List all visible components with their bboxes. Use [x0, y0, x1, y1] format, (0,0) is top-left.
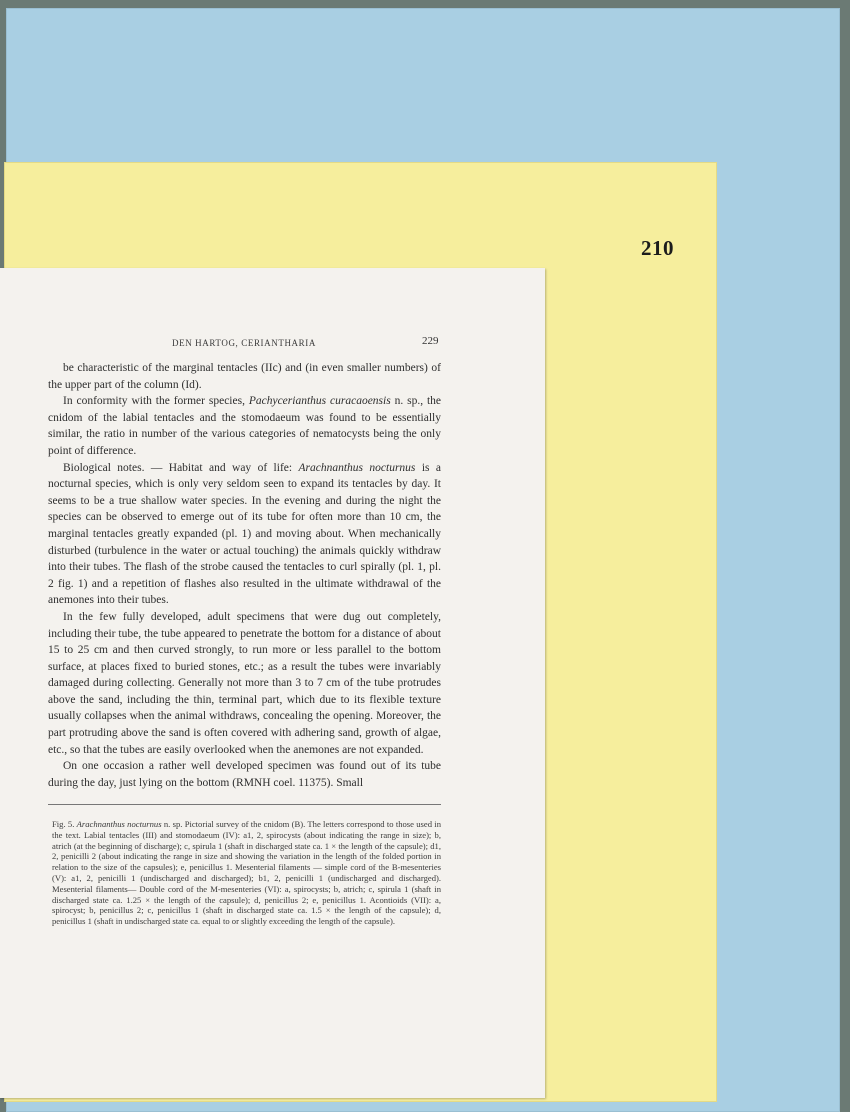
document-page — [0, 268, 545, 1098]
running-head: DEN HARTOG, CERIANTHARIA — [172, 338, 316, 348]
stamp-number: 210 — [641, 236, 674, 260]
figure-caption — [52, 819, 441, 927]
species-name: Arachnanthus nocturnus — [76, 819, 162, 829]
text-run: In conformity with the former species, — [63, 395, 249, 408]
caption-text: n. sp. Pictorial survey of the cnidom (B). The letters correspond to those used in the text. Labial tentacles (III) and stomodaeum (IV): a1, 2, spirocysts (about indicating the range in size); b, atrich (at the beginning of discharge); c, spirula 1 (shaft in discharged state ca. 1 × the length of the capsule); d1, 2, penicilli 2 (about indicating the range in size and showing the variation in the length of the folded portion in relation to the size of the capsules); e, penicillus 1. Mesenterial filaments — simple cord of the B-mesenteries (V): a1, 2, penicilli 1 (undischarged and discharged); b1, 2, penicilli 1 (undischarged and discharged). Mesenterial filaments— Double cord of the M-mesenteries (VI): a, spirocysts; b, atrich; c, spirula 1 (shaft in discharged state ca. 1.25 × the length of the capsule); d, penicillus 2; e, penicillus 1. Acontioids (VII): a, spirocyst; b, penicillus 2; c, penicillus 1 (shaft in discharged state ca. 1.5 × the length of the capsule); d, penicillus 1 (shaft in undischarged state ca. equal to or slightly exceeding the length of the capsule). — [52, 819, 441, 927]
page-folio: 229 — [422, 335, 439, 347]
text-run: Biological notes. — Habitat and way of life: — [63, 461, 299, 474]
paragraph — [48, 758, 441, 791]
paragraph — [48, 460, 441, 609]
text-run: be characteristic of the marginal tentacles (IIc) and (in even smaller numbers) of the upper part of the column (Id). — [48, 362, 441, 391]
footnote-rule — [48, 804, 441, 805]
paragraph — [48, 393, 441, 459]
paragraph — [48, 609, 441, 758]
text-run: In the few fully developed, adult specimens that were dug out completely, including their tube, the tube appeared to penetrate the bottom for a distance of about 15 to 25 cm and then curved strongly, to run more or less parallel to the bottom surface, at places fixed to buried stones, etc.; as a result the tubes were invariably damaged during collecting. Generally not more than 3 to 7 cm of the tube protrudes above the sand, including the thin, terminal part, which due to its flexible texture usually collapses when the animal withdraws, concealing the opening. Moreover, the part protruding above the sand is often covered with adhering sand, growth of algae, etc., so that the tubes are easily overlooked when the anemones are not expanded. — [48, 610, 441, 756]
caption-label: Fig. 5. — [52, 819, 77, 829]
paragraph — [48, 360, 441, 393]
text-run: On one occasion a rather well developed specimen was found out of its tube during the day, just lying on the bottom (RMNH coel. 11375). Small — [48, 760, 441, 789]
text-run: n. sp., the cnidom of the labial tentacles and the stomodaeum was found to be essentially similar, the ratio in number of the various categories of nematocysts being the only point of difference. — [48, 395, 442, 457]
text-run: is a nocturnal species, which is only very seldom seen to expand its tentacles by day. It seems to be a true shallow water species. In the evening and during the night the species can be observed to emerge out of its tube for often more than 10 cm, the marginal tentacles greatly expanded (pl. 1) and moving about. When mechanically disturbed (turbulence in the water or actual touching) the animals quickly withdraw into their tubes. The flash of the strobe caused the tentacles to curl spirally (pl. 1, pl. 2 fig. 1) and a repetition of flashes also resulted in the ultimate withdrawal of the anemones into their tubes. — [48, 461, 441, 607]
species-name: Pachycerianthus curacaoensis — [248, 395, 391, 408]
species-name: Arachnanthus nocturnus — [298, 461, 416, 474]
body-text — [48, 360, 441, 791]
